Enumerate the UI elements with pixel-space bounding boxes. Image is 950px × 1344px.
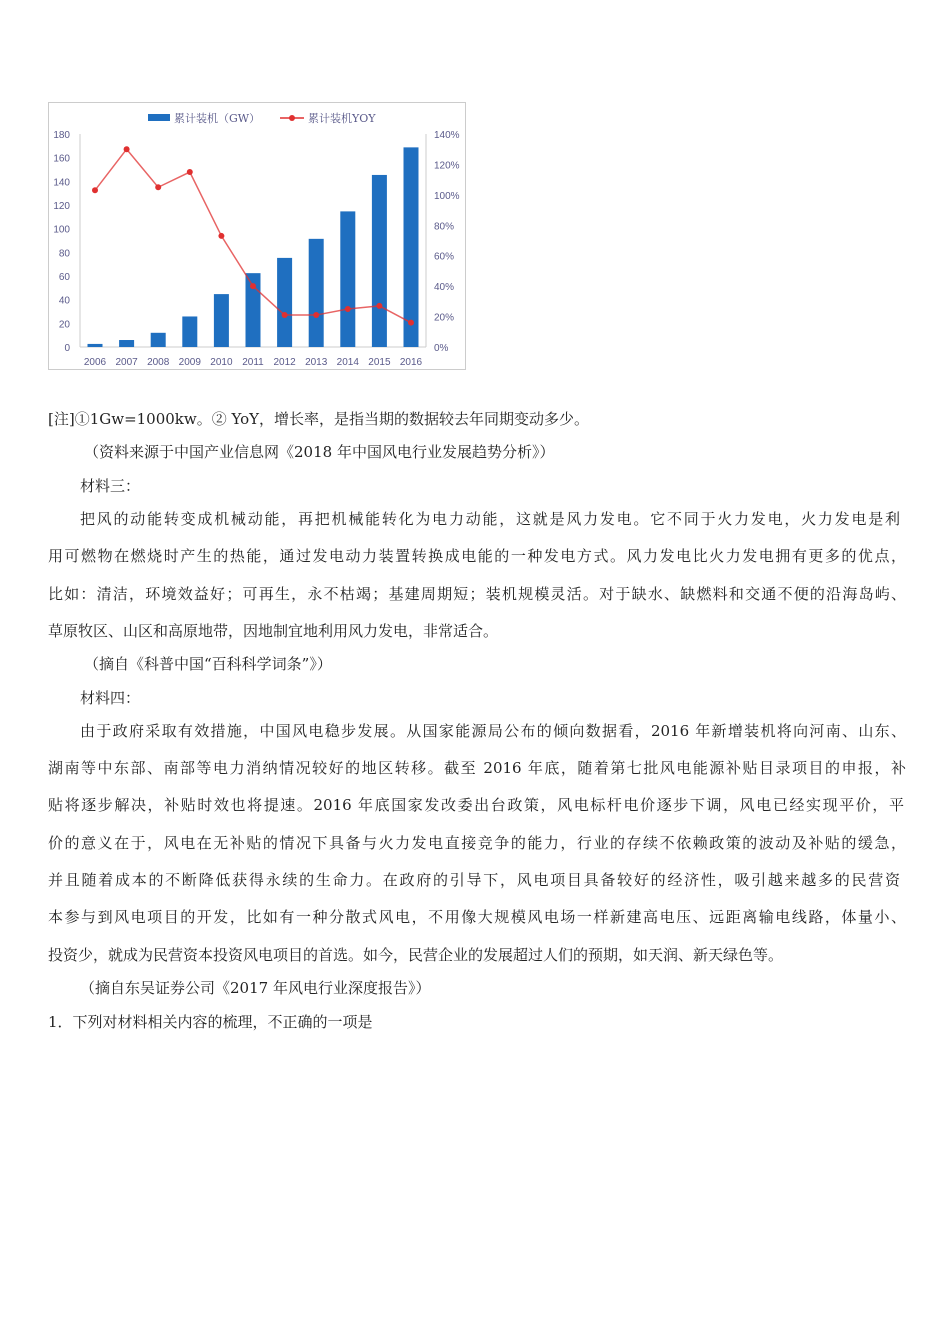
- x-tick-label: 2009: [178, 357, 201, 368]
- yoy-point: [313, 312, 319, 318]
- x-tick-label: 2011: [242, 357, 264, 368]
- x-tick-label: 2010: [210, 357, 233, 368]
- yoy-point: [345, 306, 351, 312]
- source-note-2: （摘自《科普中国“百科科学词条”》）: [84, 655, 332, 673]
- x-tick-label: 2012: [273, 357, 296, 368]
- y-right-tick-label: 40%: [434, 282, 455, 294]
- material-3-line: 把风的动能转变成机械动能，再把机械能转化为电力动能，这就是风力发电。它不同于火力发电，火力发电是利: [80, 510, 900, 528]
- y-right-tick-label: 100%: [434, 190, 460, 202]
- material-3-line: 比如：清洁，环境效益好；可再生，永不枯竭；基建周期短；装机规模灵活。对于缺水、缺燃料和交通不便的沿海岛屿、: [48, 585, 906, 603]
- yoy-point: [92, 187, 98, 193]
- material-4-line: 并且随着成本的不断降低获得永续的生命力。在政府的引导下，风电项目具备较好的经济性，吸引越来越多的民营资: [48, 871, 900, 889]
- yoy-point: [408, 320, 414, 326]
- yoy-point: [282, 312, 288, 318]
- bar: [277, 258, 292, 347]
- bar: [340, 211, 355, 347]
- bar: [404, 147, 419, 347]
- yoy-point: [187, 169, 193, 175]
- yoy-point: [155, 184, 161, 190]
- material-4-line: 投资少，就成为民营资本投资风电项目的首选。如今，民营企业的发展超过人们的预期，如天润、新天绿色等。: [48, 946, 784, 964]
- yoy-point: [218, 233, 224, 239]
- y-left-tick-label: 80: [58, 248, 70, 260]
- x-tick-label: 2016: [399, 357, 423, 368]
- yoy-point: [124, 146, 130, 152]
- material-4-title: 材料四：: [80, 689, 141, 707]
- material-4-line: 贴将逐步解决，补贴时效也将提速。2016 年底国家发改委出台政策，风电标杆电价逐步下调，风电已经实现平价，平: [48, 796, 904, 814]
- bar: [119, 340, 134, 347]
- source-note-1: （资料来源于中国产业信息网《2018 年中国风电行业发展趋势分析》）: [84, 443, 555, 461]
- y-left-tick-label: 20: [58, 319, 70, 331]
- y-left-tick-label: 120: [53, 201, 70, 212]
- y-right-tick-label: 0%: [434, 343, 449, 354]
- bar: [309, 239, 324, 347]
- x-tick-label: 2015: [368, 357, 391, 368]
- material-3-line: 草原牧区、山区和高原地带，因地制宜地利用风力发电，非常适合。: [48, 622, 499, 640]
- yoy-point: [376, 303, 382, 309]
- legend-bar-label: 累计装机（GW）: [174, 112, 261, 125]
- y-right-tick-label: 20%: [434, 312, 455, 324]
- y-left-tick-label: 40: [58, 295, 70, 307]
- material-4-line: 由于政府采取有效措施，中国风电稳步发展。从国家能源局公布的倾向数据看，2016 年新增装机将向河南、山东、: [80, 722, 906, 740]
- y-right-tick-label: 80%: [434, 221, 455, 233]
- y-left-tick-label: 140: [53, 177, 70, 189]
- x-tick-label: 2007: [115, 357, 138, 368]
- chart-svg: [48, 102, 466, 370]
- y-left-tick-label: 0: [64, 343, 70, 354]
- question-1: 1．下列对材料相关内容的梳理，不正确的一项是: [48, 1013, 373, 1031]
- x-tick-label: 2013: [305, 357, 328, 368]
- legend-bar-swatch: [148, 114, 170, 121]
- bar: [182, 316, 197, 347]
- y-right-tick-label: 140%: [434, 130, 460, 141]
- legend-line-marker: [289, 115, 295, 121]
- y-left-tick-label: 100: [53, 224, 70, 236]
- bar: [88, 344, 103, 347]
- material-4-line: 价的意义在于，风电在无补贴的情况下具备与火力发电直接竞争的能力，行业的存续不依赖政策的波动及补贴的缓急，: [48, 834, 906, 852]
- bar: [214, 294, 229, 347]
- bar: [151, 333, 166, 347]
- y-right-tick-label: 120%: [434, 160, 460, 172]
- legend-line-label: 累计装机YOY: [308, 112, 376, 125]
- x-tick-label: 2014: [336, 357, 359, 368]
- material-3-line: 用可燃物在燃烧时产生的热能，通过发电动力装置转换成电能的一种发电方式。风力发电比火力发电拥有更多的优点，: [48, 547, 906, 565]
- x-tick-label: 2006: [83, 357, 107, 368]
- material-4-line: 本参与到风电项目的开发，比如有一种分散式风电，不用像大规模风电场一样新建高电压、远距离输电线路，体量小、: [48, 908, 906, 926]
- material-4-line: 湖南等中东部、南部等电力消纳情况较好的地区转移。截至 2016 年底，随着第七批风电能源补贴目录项目的申报，补: [48, 759, 906, 777]
- y-right-tick-label: 60%: [434, 251, 455, 263]
- wind-capacity-chart: [48, 102, 466, 370]
- y-left-tick-label: 60: [58, 272, 70, 283]
- y-left-tick-label: 160: [53, 153, 70, 165]
- material-3-title: 材料三：: [80, 477, 141, 495]
- source-note-3: （摘自东吴证券公司《2017 年风电行业深度报告》）: [80, 979, 431, 997]
- yoy-point: [250, 283, 256, 289]
- bar: [372, 175, 387, 347]
- x-tick-label: 2008: [147, 357, 170, 368]
- y-left-tick-label: 180: [53, 130, 70, 141]
- chart-note: [注]①1Gw=1000kw。② YoY，增长率，是指当期的数据较去年同期变动多少。: [48, 410, 590, 428]
